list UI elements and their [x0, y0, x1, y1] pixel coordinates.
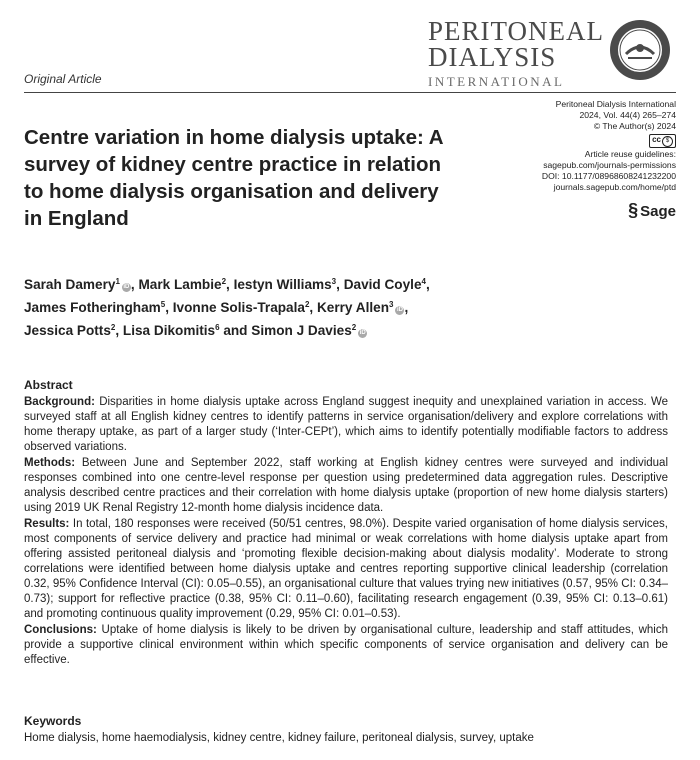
- author-affiliation: 6: [215, 323, 220, 332]
- author[interactable]: [251, 323, 367, 338]
- keywords: [24, 714, 668, 746]
- author-affiliation: 1: [115, 277, 120, 286]
- author-name: Iestyn Williams: [233, 277, 332, 292]
- article-type: Original Article: [24, 72, 102, 86]
- publisher-name: Sage: [640, 203, 676, 220]
- author-name: Jessica Potts: [24, 323, 111, 338]
- author-affiliation: 5: [160, 300, 166, 309]
- author-affiliation: 2: [304, 300, 310, 309]
- journal-name-line3: INTERNATIONAL: [428, 74, 565, 89]
- author[interactable]: [344, 277, 426, 292]
- meta-reuse-link[interactable]: sagepub.com/journals-permissions: [543, 159, 676, 170]
- author-name: Simon J Davies: [251, 323, 352, 338]
- author[interactable]: [123, 323, 220, 338]
- orcid-icon[interactable]: iD: [396, 307, 403, 313]
- abstract-heading: Abstract: [24, 378, 73, 392]
- author-name: David Coyle: [343, 277, 422, 292]
- keywords-text: Home dialysis, home haemodialysis, kidney centre, kidney failure, peritoneal dialysis, survey, uptake: [24, 732, 534, 744]
- author[interactable]: [173, 300, 310, 315]
- abstract-results: Results: In total, 180 responses were received (50/51 centres, 98.0%). Despite varied organisation of home dialysis services, most components of service delivery and practice had minimal or weak correlations with home dialysis uptake apart from offering assisted peritoneal dialysis and ‘promoting flexible decision-making about dialysis modality’. Moderate to strong correlations were identified between home dialysis uptake and centres reporting supportive clinical leadership (correlation 0.32, 95% Confidence Interval (CI): 0.05–0.55), an organisational culture that values trying new initiatives (0.57, 95% CI: 0.34–0.73); support for reflective practice (0.38, 95% CI: 0.11–0.60), facilitating research engagement (0.39, 95% CI: 0.13–0.61) and promoting continuous quality improvement (0.29, 95% CI: 0.01–0.53).: [24, 518, 668, 620]
- author[interactable]: [234, 277, 337, 292]
- meta-journal-link[interactable]: journals.sagepub.com/home/ptd: [553, 182, 676, 193]
- article-title: Centre variation in home dialysis uptake: A survey of kidney centre practice in relation to home dialysis organisation and delivery in England: [24, 126, 443, 230]
- orcid-icon[interactable]: iD: [359, 330, 366, 336]
- author-list: Sarah Damery$^1$iD , Mark Lambie$^2$, Iestyn Williams$^3$, David Coyle$^4$, James Fotheringham$^5$, Ivonne Solis-Trapala$^2$, Kerry Allen$^3$iD , Jessica Potts$^2$, Lisa Dikomitis$^6$ and Simon J Davies$^2$iD: [24, 277, 430, 338]
- author-name: Sarah Damery: [24, 277, 116, 292]
- author-affiliation: 2: [221, 277, 227, 286]
- author[interactable]: [317, 300, 404, 315]
- author-name: Mark Lambie: [138, 277, 222, 292]
- meta-reuse-label: Article reuse guidelines:: [584, 148, 676, 159]
- author[interactable]: [138, 277, 226, 292]
- abstract-background: Background: Disparities in home dialysis uptake across England suggest inequity and unexplained variation in access. We surveyed staff at all English kidney centres to identify patterns in service organisation/delivery and explore correlations with home therapy uptake, as part of a larger study (‘Inter-CEPt’), which aims to identify potentially modifiable factors to address observed variations.: [24, 396, 668, 453]
- author-affiliation: 3: [389, 300, 394, 309]
- journal-name-line1: PERITONEAL: [428, 16, 604, 46]
- author[interactable]: [24, 300, 165, 315]
- meta-volume: 2024, Vol. 44(4) 265–274: [579, 110, 676, 121]
- publisher-logo: [628, 200, 676, 221]
- orcid-icon[interactable]: iD: [123, 284, 130, 290]
- article-meta: [456, 99, 676, 193]
- author-affiliation: 4: [421, 277, 426, 286]
- abstract: [24, 378, 668, 669]
- author-name: James Fotheringham: [24, 300, 161, 315]
- journal-masthead: [428, 18, 604, 90]
- society-seal-icon: [608, 18, 672, 82]
- sage-logo-icon: §: [628, 200, 639, 220]
- author-name: Kerry Allen: [316, 300, 389, 315]
- abstract-methods: Methods: Between June and September 2022, staff working at English kidney centres were surveyed and individual responses combined into one centre-level response per question using predetermined data aggregation rules. Descriptive analysis described centre practices and their correlation with home dialysis uptake (proportion of new home dialysis starters) using 2019 UK Renal Registry 12-month home dialysis incidence data.: [24, 457, 668, 514]
- header-divider: [24, 92, 676, 93]
- abstract-conclusions: Conclusions: Uptake of home dialysis is likely to be driven by organisational culture, leadership and staff attitudes, which provide a supportive clinical environment within which specific components of service organisation and delivery can be effective.: [24, 624, 669, 666]
- journal-name-line2: DIALYSIS: [428, 42, 557, 72]
- author-affiliation: 2: [110, 323, 116, 332]
- meta-journal: Peritoneal Dialysis International: [555, 99, 676, 109]
- author[interactable]: [24, 277, 131, 292]
- author[interactable]: [24, 323, 115, 338]
- author-affiliation: 3: [331, 277, 337, 286]
- cc-license-icon[interactable]: cc $: [649, 134, 676, 148]
- meta-doi[interactable]: DOI: 10.1177/08968608241232200: [541, 171, 676, 182]
- author-affiliation: 2: [351, 323, 357, 332]
- author-name: Lisa Dikomitis: [122, 323, 216, 338]
- author-name: Ivonne Solis-Trapala: [172, 300, 305, 315]
- meta-copyright: © The Author(s) 2024: [593, 121, 676, 132]
- keywords-heading: Keywords: [24, 714, 82, 728]
